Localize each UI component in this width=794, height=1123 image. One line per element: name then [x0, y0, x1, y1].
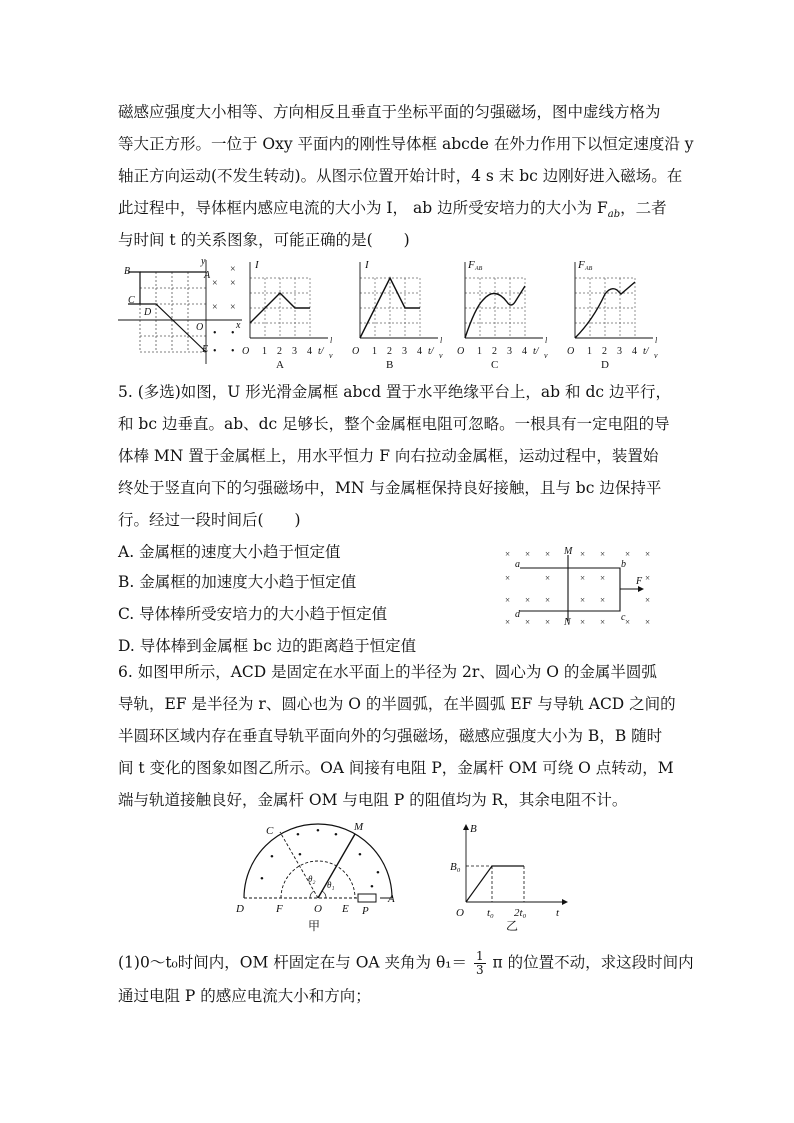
label-N: N: [564, 617, 571, 628]
B-axis-arrow: [463, 824, 469, 830]
label-t0: t₀: [487, 907, 494, 919]
fraction-numerator: 1: [475, 949, 484, 963]
q6-sub1-line-2: 通过电阻 P 的感应电流大小和方向；: [118, 987, 371, 1005]
svg-text:•: •: [334, 829, 338, 841]
angle-theta1-arc: [322, 891, 326, 898]
q6-sub1-line-1: [118, 950, 694, 977]
tick-1: 1: [477, 346, 482, 357]
x-axis-l: l: [330, 336, 333, 345]
option-letter: D: [601, 359, 609, 371]
svg-text:×: ×: [505, 617, 511, 627]
svg-text:•: •: [296, 829, 300, 841]
label-A: A: [204, 270, 211, 281]
angle-theta2-arc: [310, 891, 314, 898]
label-y: y: [201, 256, 206, 267]
tick-4: 4: [417, 346, 422, 357]
y-label: F: [578, 259, 585, 271]
label-t: t: [556, 907, 560, 919]
x-axis-t: t/: [533, 346, 539, 357]
svg-text:×: ×: [600, 573, 606, 583]
label-O: O: [196, 322, 204, 333]
q4-graph-A: [240, 258, 340, 370]
svg-text:×: ×: [645, 573, 651, 583]
field-cross: ×: [212, 302, 218, 313]
caption-yi: 乙: [506, 919, 519, 933]
tick-4: 4: [307, 346, 312, 357]
field-cross: ×: [212, 278, 218, 289]
tick-2: 2: [277, 346, 282, 357]
label-M: M: [564, 546, 573, 557]
q6-figure-yi: [450, 822, 570, 934]
q4-line-4-text: 此过程中，导体框内感应电流的大小为 I， ab 边所受安培力的大小为 F: [118, 199, 608, 217]
q4-graph-B: [350, 258, 450, 370]
q5-option-a: A. 金属框的速度大小趋于恒定值: [118, 543, 341, 561]
y-label: I: [255, 259, 259, 271]
svg-text:×: ×: [545, 595, 551, 605]
svg-text:×: ×: [580, 573, 586, 583]
label-B0: B₀: [450, 861, 461, 873]
q4-setup-figure: [118, 256, 248, 366]
ramp-line: [466, 866, 492, 902]
x-axis-v: v: [439, 351, 443, 360]
label-F: F: [636, 576, 643, 587]
resistor-P: [358, 894, 376, 902]
q6-line-4: 间 t 变化的图象如图乙所示。OA 间接有电阻 P，金属杆 OM 可绕 O 点转动，M: [118, 759, 674, 777]
label-d: d: [515, 609, 520, 620]
svg-text:×: ×: [525, 549, 531, 559]
q5-line-5: 行。经过一段时间后( ): [118, 511, 301, 529]
label-2t0: 2t₀: [514, 907, 527, 919]
field-cross: ×: [230, 264, 236, 275]
y-label-sub: AB: [585, 266, 593, 272]
y-label: F: [468, 259, 475, 271]
q6-sub1-part-a: (1)0～t₀时间内，OM 杆固定在与 OA 夹角为 θ₁＝: [118, 953, 467, 972]
x-axis-t: t/: [318, 346, 324, 357]
svg-text:•: •: [260, 873, 264, 885]
svg-text:×: ×: [545, 617, 551, 627]
svg-text:×: ×: [645, 617, 651, 627]
caption-jia: 甲: [308, 919, 321, 933]
label-E: E: [202, 344, 209, 355]
tick-4: 4: [632, 346, 637, 357]
option-letter: A: [276, 359, 284, 371]
label-M: M: [354, 821, 364, 833]
q4-line-3: 轴正方向运动(不发生转动)。从图示位置开始计时，4 s 末 bc 边刚好进入磁场。在: [118, 167, 683, 185]
field-dot: •: [231, 328, 235, 339]
q4-line-2: 等大正方形。一位于 Oxy 平面内的刚性导体框 abcde 在外力作用下以恒定速度沿 y: [118, 135, 694, 153]
svg-text:×: ×: [645, 595, 651, 605]
x-axis-l: l: [545, 336, 548, 345]
option-letter: B: [386, 359, 394, 371]
label-P: P: [362, 905, 369, 917]
origin-label: O: [242, 346, 250, 357]
svg-text:•: •: [316, 825, 320, 837]
t-axis-arrow: [562, 899, 568, 905]
q6-line-1: 6. 如图甲所示，ACD 是固定在水平面上的半径为 2r、圆心为 O 的金属半圆弧: [118, 663, 657, 681]
q6-line-3: 半圆环区域内存在垂直导轨平面向外的匀强磁场，磁感应强度大小为 B，B 随时: [118, 727, 663, 745]
field-cross: ×: [230, 302, 236, 313]
q5-option-c: C. 导体棒所受安培力的大小趋于恒定值: [118, 605, 388, 623]
svg-text:×: ×: [580, 549, 586, 559]
tick-3: 3: [292, 346, 297, 357]
svg-text:×: ×: [580, 595, 586, 605]
svg-text:•: •: [298, 849, 302, 861]
q4-line-5: 与时间 t 的关系图象，可能正确的是( ): [118, 231, 410, 249]
svg-text:×: ×: [600, 549, 606, 559]
label-B: B: [470, 823, 477, 835]
x-axis-v: v: [544, 351, 548, 360]
label-C: C: [128, 295, 135, 306]
svg-text:×: ×: [645, 549, 651, 559]
q4-line-1: 磁感应强度大小相等、方向相反且垂直于坐标平面的匀强磁场，图中虚线方格为: [118, 103, 661, 121]
x-axis-t: t/: [428, 346, 434, 357]
field-cross: ×: [230, 278, 236, 289]
dashed-OC: [280, 832, 318, 898]
y-label-sub: AB: [475, 266, 483, 272]
field-dot: •: [231, 346, 235, 357]
tick-3: 3: [402, 346, 407, 357]
label-D: D: [144, 307, 152, 318]
q5-line-2: 和 bc 边垂直。ab、dc 足够长，整个金属框电阻可忽略。一根具有一定电阻的导: [118, 415, 670, 433]
tick-3: 3: [507, 346, 512, 357]
x-axis-l: l: [655, 336, 658, 345]
q5-option-b: B. 金属框的加速度大小趋于恒定值: [118, 573, 357, 591]
svg-text:×: ×: [525, 617, 531, 627]
origin-label: O: [352, 346, 360, 357]
q4-graph-C: [455, 258, 555, 370]
svg-text:×: ×: [545, 549, 551, 559]
q5-line-1: 5. (多选)如图，U 形光滑金属框 abcd 置于水平绝缘平台上，ab 和 dc 边平行，: [118, 383, 671, 401]
tick-1: 1: [587, 346, 592, 357]
tick-2: 2: [602, 346, 607, 357]
x-axis-t: t/: [643, 346, 649, 357]
option-letter: C: [491, 359, 499, 371]
svg-text:×: ×: [625, 549, 631, 559]
svg-text:•: •: [376, 867, 380, 879]
tick-1: 1: [262, 346, 267, 357]
field-dot: •: [213, 346, 217, 357]
label-x: x: [236, 320, 241, 331]
svg-text:×: ×: [600, 617, 606, 627]
tick-1: 1: [372, 346, 377, 357]
svg-text:×: ×: [600, 595, 606, 605]
tick-2: 2: [492, 346, 497, 357]
tick-2: 2: [387, 346, 392, 357]
q4-line-4-tail: ，二者: [620, 199, 667, 217]
rod-OM: [318, 834, 355, 898]
svg-text:×: ×: [505, 595, 511, 605]
q6-line-2: 导轨，EF 是半径为 r、圆心也为 O 的半圆弧，在半圆弧 EF 与导轨 ACD 之间的: [118, 695, 676, 713]
label-F: F: [276, 903, 283, 915]
q5-option-d: D. 导体棒到金属框 bc 边的距离趋于恒定值: [118, 637, 417, 655]
q6-line-5: 端与轨道接触良好，金属杆 OM 与电阻 P 的阻值均为 R，其余电阻不计。: [118, 791, 628, 809]
q4-graph-D: [565, 258, 665, 370]
label-D: D: [236, 903, 244, 915]
svg-text:×: ×: [625, 617, 631, 627]
q5-figure: [500, 543, 660, 628]
label-O: O: [456, 907, 464, 919]
label-theta2: θ₂: [308, 874, 316, 884]
y-label: I: [365, 259, 369, 271]
field-dot: •: [213, 328, 217, 339]
q5-line-4: 终处于竖直向下的匀强磁场中，MN 与金属框保持良好接触，且与 bc 边保持平: [118, 479, 662, 497]
label-b: b: [621, 559, 626, 570]
q5-line-3: 体棒 MN 置于金属框上，用水平恒力 F 向右拉动金属框，运动过程中，装置始: [118, 447, 659, 465]
q6-sub1-part-b: π 的位置不动，求这段时间内: [492, 953, 694, 972]
svg-text:×: ×: [505, 573, 511, 583]
origin-label: O: [567, 346, 575, 357]
label-theta1: θ₁: [327, 880, 335, 890]
x-axis-v: v: [329, 351, 333, 360]
q6-figure-jia: [230, 818, 410, 936]
svg-text:×: ×: [525, 595, 531, 605]
svg-text:×: ×: [580, 617, 586, 627]
svg-text:×: ×: [545, 573, 551, 583]
svg-text:×: ×: [505, 549, 511, 559]
svg-text:•: •: [270, 851, 274, 863]
inner-arc-EF: [281, 861, 355, 898]
label-A: A: [388, 893, 395, 905]
label-B: B: [124, 266, 131, 277]
x-axis-v: v: [654, 351, 658, 360]
label-E: E: [342, 903, 349, 915]
tick-3: 3: [617, 346, 622, 357]
fraction-denominator: 3: [475, 963, 484, 977]
svg-text:•: •: [370, 881, 374, 893]
field-crosses: [505, 549, 650, 627]
label-c: c: [621, 612, 626, 623]
fab-subscript: ab: [607, 209, 621, 221]
label-a: a: [515, 559, 520, 570]
x-axis-l: l: [440, 336, 443, 345]
label-O: O: [314, 903, 322, 915]
origin-label: O: [457, 346, 465, 357]
fraction-one-third: [474, 950, 486, 977]
label-C: C: [266, 825, 274, 837]
q4-line-4: [118, 198, 667, 225]
tick-4: 4: [522, 346, 527, 357]
svg-text:•: •: [358, 849, 362, 861]
